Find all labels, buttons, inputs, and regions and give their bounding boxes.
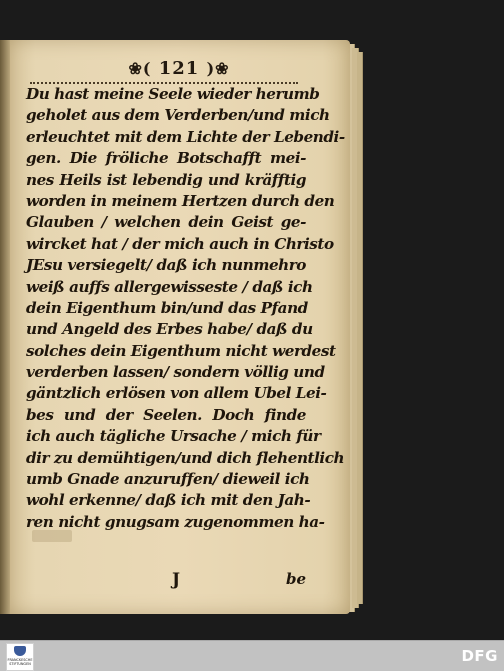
text-line: ren nicht gnugsam zugenommen ha- <box>26 512 325 531</box>
page-footer <box>8 570 350 594</box>
library-logo-text: FRANCKESCHE STIFTUNGEN <box>7 658 33 666</box>
text-line: JEsu versiegelt/ daß ich nunmehro <box>26 256 306 275</box>
text-line: geholet aus dem Verderben/und mich <box>26 106 330 125</box>
text-line: solches dein Eigenthum nicht werdest <box>26 341 336 360</box>
ornament-right-icon: )❀ <box>206 59 230 78</box>
text-line: worden in meinem Hertzen durch den <box>26 191 335 210</box>
text-line: gen. Die frölichе Botschafft mei- <box>26 149 306 168</box>
text-block <box>26 84 345 533</box>
text-line: bes und der Seelen. Doch finde <box>26 405 306 424</box>
faded-stamp <box>32 530 72 542</box>
text-line: wohl erkenne/ daß ich mit den Jah- <box>26 491 311 510</box>
library-logo-icon[interactable] <box>6 643 34 671</box>
text-line: dein Eigenthum bin/und das Pfand <box>26 298 308 317</box>
text-line: verderben lassen/ sondern völlig und <box>26 363 325 382</box>
text-line: und Angeld des Erbes habe/ daß du <box>26 320 313 339</box>
signature-mark: J <box>172 570 181 590</box>
ornament-left-icon: ❀( <box>128 59 152 78</box>
text-line: nes Heils ist lebendig und kräfftig <box>26 170 306 189</box>
text-line: erleuchtet mit dem Lichte der Lebendi- <box>26 127 345 146</box>
text-line: wircket hat / der mich auch in Christo <box>26 234 334 253</box>
text-line: weiß auffs allergewisseste / daß ich <box>26 277 313 296</box>
text-line: Glauben / welchen dein Geist ge- <box>26 213 306 232</box>
text-line: dir zu demühtigen/und dich flehentlich <box>26 448 345 467</box>
page-edge <box>357 52 363 604</box>
dfg-logo[interactable]: DFG <box>461 647 498 665</box>
text-line: Du hast meine Seele wieder herumb <box>26 85 320 103</box>
text-line: ich auch tägliche Ursache / mich für <box>26 427 321 446</box>
text-line: umb Gnade anzuruffen/ dieweil ich <box>26 470 310 489</box>
catchword: be <box>286 570 307 588</box>
book-page <box>8 40 350 614</box>
book-binding <box>0 40 10 614</box>
page-number: 121 <box>158 58 200 79</box>
shield-icon <box>14 646 26 656</box>
viewer-footer-bar <box>0 640 504 671</box>
page-header <box>8 58 350 79</box>
text-line: gäntzlich erlösen von allem Ubel Lei- <box>26 384 327 403</box>
